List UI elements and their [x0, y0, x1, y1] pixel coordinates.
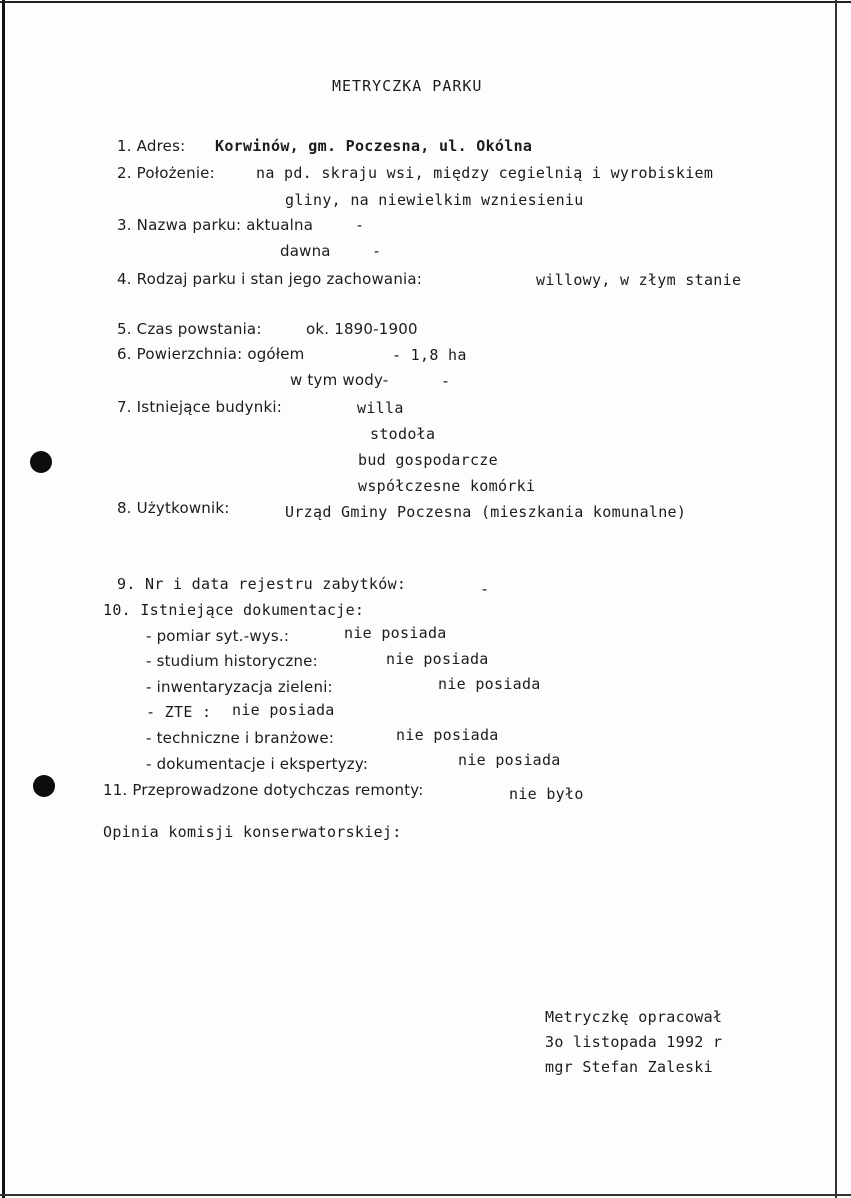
- item-2-value-line1: na pd. skraju wsi, między cegielnią i wyrobiskiem: [256, 164, 714, 182]
- item-9-value: -: [480, 580, 490, 598]
- signature-line-3: mgr Stefan Zaleski: [545, 1058, 713, 1076]
- item-10-row-label: - dokumentacje i ekspertyzy:: [146, 755, 369, 773]
- item-2-value-line2: gliny, na niewielkim wzniesieniu: [285, 191, 584, 209]
- item-10-row-label: - studium historyczne:: [146, 652, 318, 670]
- item-4-value: willowy, w złym stanie: [536, 271, 742, 289]
- item-2-label: 2. Położenie:: [117, 164, 215, 182]
- item-10-row-label: - ZTE :: [146, 703, 212, 721]
- item-10-row-value: nie posiada: [232, 701, 335, 719]
- scan-edge-top: [0, 1, 851, 3]
- item-9-label: 9. Nr i data rejestru zabytków:: [117, 575, 407, 593]
- item-10-row-label: - techniczne i branżowe:: [146, 729, 335, 747]
- punch-hole-bottom: [33, 775, 55, 797]
- item-3-current-dash: -: [355, 216, 365, 234]
- item-6-label: 6. Powierzchnia: ogółem: [117, 345, 305, 363]
- item-10-label: 10. Istniejące dokumentacje:: [103, 601, 365, 619]
- item-10-row-value: nie posiada: [438, 675, 541, 693]
- item-11-label: 11. Przeprowadzone dotychczas remonty:: [103, 781, 424, 799]
- item-7-building: willa: [357, 399, 404, 417]
- signature-line-2: 3o listopada 1992 r: [545, 1033, 723, 1051]
- item-7-building: bud gospodarcze: [358, 451, 498, 469]
- item-5-value: ok. 1890-1900: [306, 320, 418, 338]
- item-10-row-value: nie posiada: [386, 650, 489, 668]
- item-5-label: 5. Czas powstania:: [117, 320, 262, 338]
- item-7-building: stodoła: [370, 425, 436, 443]
- item-1-label: 1. Adres:: [117, 137, 186, 155]
- item-8-value: Urząd Gminy Poczesna (mieszkania komunalne): [285, 503, 687, 521]
- item-7-label: 7. Istniejące budynki:: [117, 398, 282, 416]
- item-10-row-value: nie posiada: [344, 624, 447, 642]
- item-10-row-value: nie posiada: [396, 726, 499, 744]
- item-8-label: 8. Użytkownik:: [117, 499, 230, 517]
- scan-edge-left: [2, 0, 5, 1198]
- signature-line-1: Metryczkę opracował: [545, 1008, 723, 1026]
- item-1-value: Korwinów, gm. Poczesna, ul. Okólna: [215, 137, 533, 155]
- item-10-row-value: nie posiada: [458, 751, 561, 769]
- document-title: METRYCZKA PARKU: [332, 77, 483, 95]
- item-11-value: nie było: [509, 785, 584, 803]
- item-3-former-label: dawna: [280, 242, 331, 260]
- scan-edge-right: [835, 0, 837, 1198]
- item-3-former-dash: -: [372, 242, 382, 260]
- scan-edge-bottom: [0, 1194, 851, 1196]
- opinion-label: Opinia komisji konserwatorskiej:: [103, 823, 402, 841]
- item-3-label: 3. Nazwa parku: aktualna: [117, 216, 314, 234]
- item-6-value: - 1,8 ha: [392, 346, 467, 364]
- item-4-label: 4. Rodzaj parku i stan jego zachowania:: [117, 270, 423, 288]
- item-10-row-label: - pomiar syt.-wys.:: [146, 627, 290, 645]
- item-7-building: współczesne komórki: [358, 477, 536, 495]
- item-6-water-label: w tym wody-: [290, 371, 389, 389]
- item-6-water-value: -: [441, 372, 451, 390]
- punch-hole-top: [30, 451, 52, 473]
- item-10-row-label: - inwentaryzacja zieleni:: [146, 678, 333, 696]
